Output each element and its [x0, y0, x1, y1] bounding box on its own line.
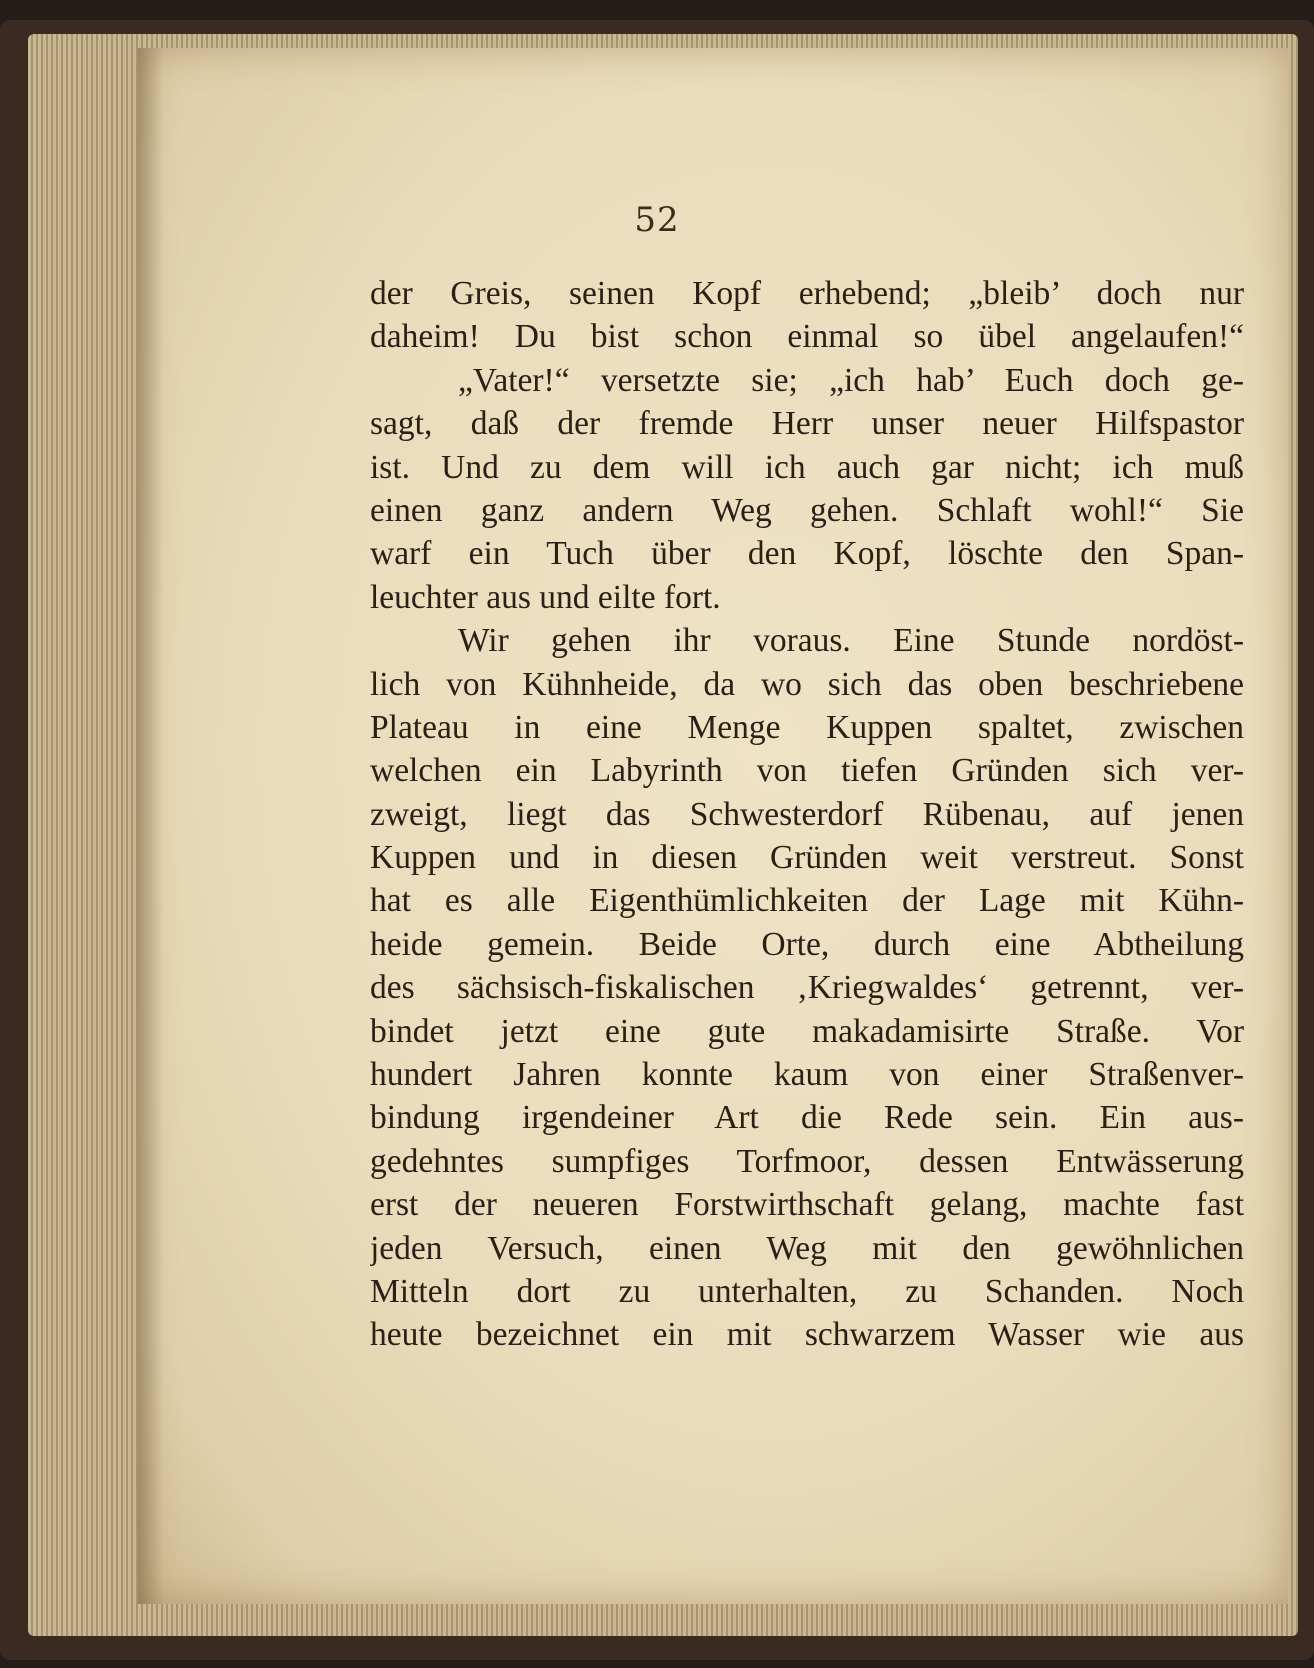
text-line: hundert Jahren konnte kaum von einer Straßenver-: [370, 1056, 1244, 1094]
text-line: bindung irgendeiner Art die Rede sein. Ein aus-: [370, 1099, 1244, 1137]
text-line: daheim! Du bist schon einmal so übel angelaufen!“: [370, 318, 1244, 356]
text-line: welchen ein Labyrinth von tiefen Gründen sich ver-: [370, 752, 1244, 790]
text-line: Wir gehen ihr voraus. Eine Stunde nordöst-: [458, 622, 1244, 660]
text-line: Mitteln dort zu unterhalten, zu Schanden. Noch: [370, 1272, 1244, 1310]
page-gutter-shadow: [138, 48, 164, 1604]
text-line: hat es alle Eigenthümlichkeiten der Lage mit Kühn-: [370, 882, 1244, 920]
body-text: [370, 272, 1244, 1357]
text-line: warf ein Tuch über den Kopf, löschte den Span-: [370, 535, 1244, 573]
text-line: heute bezeichnet ein mit schwarzem Wasser wie aus: [370, 1316, 1244, 1354]
text-line: leuchter aus und eilte fort.: [370, 578, 721, 616]
text-line: gedehntes sumpfiges Torfmoor, dessen Entwässerung: [370, 1142, 1244, 1180]
text-line: erst der neueren Forstwirthschaft gelang, machte fast: [370, 1186, 1244, 1224]
text-line: heide gemein. Beide Orte, durch eine Abtheilung: [370, 925, 1244, 963]
text-line: zweigt, liegt das Schwesterdorf Rübenau, auf jenen: [370, 795, 1244, 833]
text-line: der Greis, seinen Kopf erhebend; „bleib’ doch nur: [370, 275, 1244, 312]
text-line: Kuppen und in diesen Gründen weit verstreut. Sonst: [370, 839, 1244, 877]
text-line: jeden Versuch, einen Weg mit den gewöhnlichen: [370, 1229, 1244, 1267]
text-line: bindet jetzt eine gute makadamisirte Straße. Vor: [370, 1012, 1244, 1050]
text-line: des sächsisch-fiskalischen ‚Kriegwaldes‘ getrennt, ver-: [370, 969, 1244, 1007]
text-line: „Vater!“ versetzte sie; „ich hab’ Euch doch ge-: [458, 361, 1244, 399]
page-number: 52: [634, 200, 680, 240]
text-line: lich von Kühnheide, da wo sich das oben beschriebene: [370, 665, 1244, 703]
text-line: ist. Und zu dem will ich auch gar nicht; ich muß: [370, 448, 1244, 486]
text-line: sagt, daß der fremde Herr unser neuer Hilfspastor: [370, 405, 1244, 443]
text-line: einen ganz andern Weg gehen. Schlaft wohl!“ Sie: [370, 491, 1244, 529]
text-line: Plateau in eine Menge Kuppen spaltet, zwischen: [370, 708, 1244, 746]
